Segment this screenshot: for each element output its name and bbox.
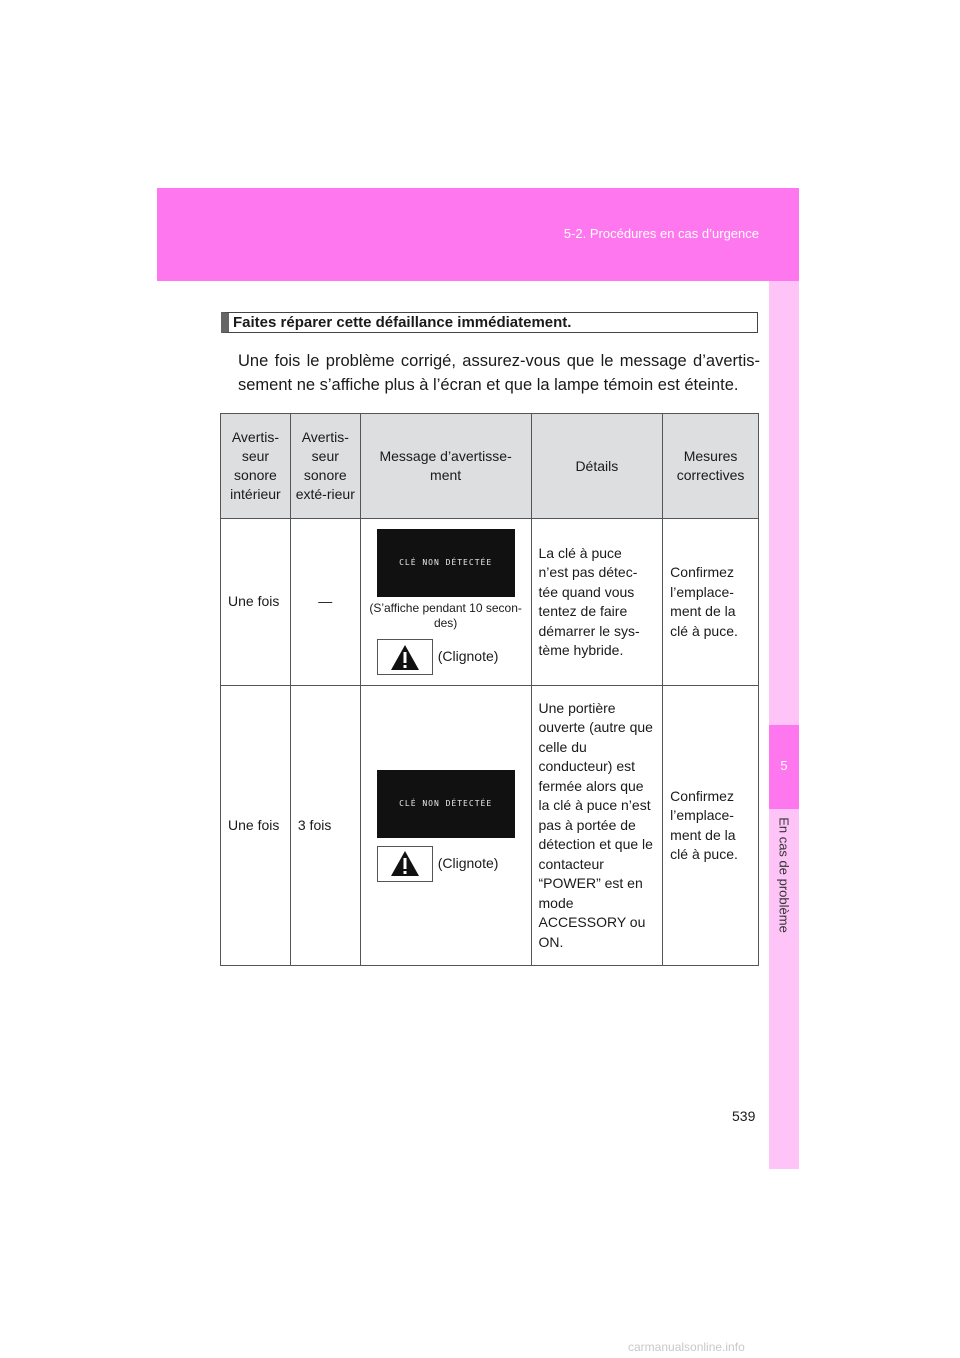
cell-message	[360, 519, 531, 686]
page-number: 539	[732, 1108, 756, 1124]
section-breadcrumb: 5-2. Procédures en cas d’urgence	[563, 226, 759, 241]
cell-interior: Une fois	[221, 519, 291, 686]
cell-measures: Confirmez l’emplace-ment de la clé à puce.	[663, 519, 759, 686]
display-screen-text: CLÉ NON DÉTECTÉE	[399, 558, 493, 568]
cell-interior: Une fois	[221, 686, 291, 966]
display-note: (S’affiche pendant 10 secon-des)	[369, 601, 522, 630]
warning-light-label: (Clignote)	[437, 648, 499, 665]
header-interior-buzzer: Avertis-seur sonore intérieur	[221, 414, 291, 519]
section-heading: Faites réparer cette défaillance immédiatement.	[221, 312, 758, 333]
chapter-number: 5	[780, 758, 788, 773]
display-screen-text: CLÉ NON DÉTECTÉE	[399, 798, 493, 808]
display-screen	[377, 770, 515, 838]
header-band	[157, 188, 799, 281]
cell-details: La clé à puce n’est pas détec-tée quand vous tentez de faire démarrer le sys-tème hybride.	[531, 519, 663, 686]
warning-table	[220, 413, 759, 966]
warning-triangle-icon	[377, 639, 433, 675]
table-row	[221, 686, 759, 966]
header-details: Détails	[531, 414, 663, 519]
intro-paragraph: Une fois le problème corrigé, assurez-vous que le message d’avertis-sement ne s’affiche plus à l’écran et que la lampe témoin est éteinte.	[238, 352, 760, 394]
warning-light-row	[368, 639, 524, 675]
cell-exterior: —	[290, 519, 360, 686]
table-header-row	[221, 414, 759, 519]
cell-measures: Confirmez l’emplace-ment de la clé à puce.	[663, 686, 759, 966]
warning-light-row	[368, 846, 524, 882]
cell-exterior: 3 fois	[290, 686, 360, 966]
warning-triangle-icon	[377, 846, 433, 882]
header-measures: Mesures correctives	[663, 414, 759, 519]
table-row	[221, 519, 759, 686]
cell-details: Une portière ouverte (autre que celle du conducteur) est fermée alors que la clé à puce n’est pas à portée de détection et que le contacteur “POWER” est en mode ACCESSORY ou ON.	[531, 686, 663, 966]
header-warning-message: Message d’avertisse-ment	[360, 414, 531, 519]
display-screen	[377, 529, 515, 597]
warning-light-label: (Clignote)	[437, 854, 499, 871]
watermark: carmanualsonline.info	[628, 1340, 745, 1354]
header-exterior-buzzer: Avertis-seur sonore exté-rieur	[290, 414, 360, 519]
cell-message	[360, 686, 531, 966]
chapter-label: En cas de problème	[776, 817, 792, 933]
